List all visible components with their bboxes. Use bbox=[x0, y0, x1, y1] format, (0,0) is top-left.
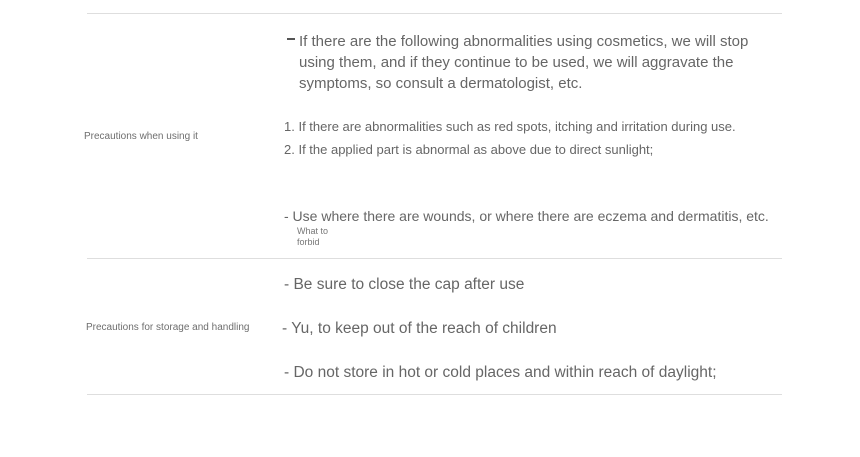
forbid-label-line2: forbid bbox=[297, 237, 320, 247]
row-label-usage: Precautions when using it bbox=[84, 131, 198, 142]
forbid-item: - Use where there are wounds, or where there are eczema and dermatitis, etc. bbox=[284, 208, 769, 224]
dash-bullet-icon bbox=[287, 38, 295, 40]
row-label-storage: Precautions for storage and handling bbox=[86, 322, 250, 333]
bottom-divider bbox=[87, 394, 782, 395]
storage-item: - Do not store in hot or cold places and within reach of daylight; bbox=[284, 364, 717, 381]
numbered-item: 2. If the applied part is abnormal as above due to direct sunlight; bbox=[284, 142, 654, 157]
warning-paragraph: If there are the following abnormalities using cosmetics, we will stop using them, and if they continue to be used, we will aggravate the symptoms, so consult a dermatologist, etc. bbox=[299, 33, 749, 92]
top-divider bbox=[87, 13, 782, 14]
forbid-label-line1: What to bbox=[297, 226, 329, 236]
numbered-item: 1. If there are abnormalities such as red spots, itching and irritation during use. bbox=[284, 119, 736, 134]
row-divider bbox=[87, 258, 782, 259]
storage-item: - Yu, to keep out of the reach of children bbox=[282, 320, 557, 337]
storage-item: - Be sure to close the cap after use bbox=[284, 276, 525, 293]
